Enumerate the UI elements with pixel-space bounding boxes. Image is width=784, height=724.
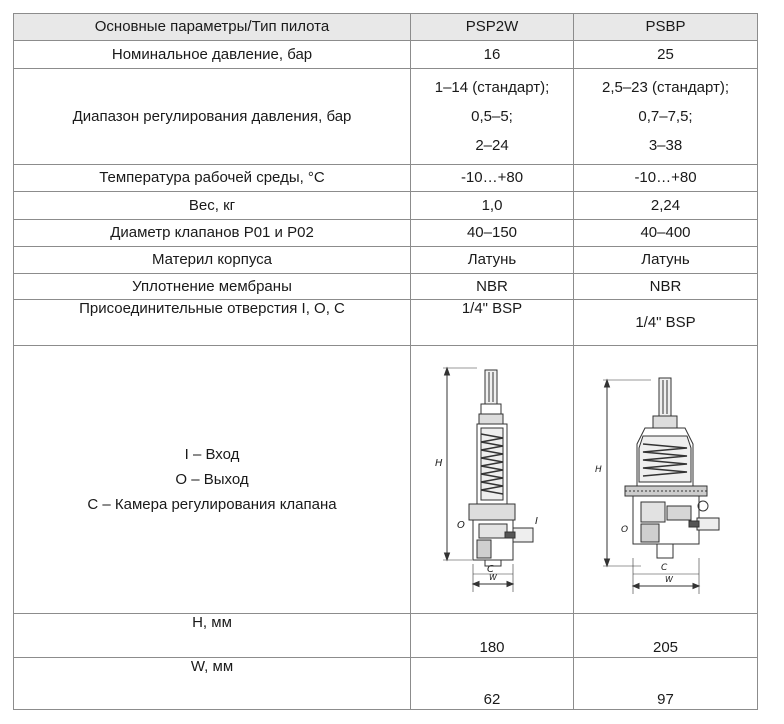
table-row [14, 614, 758, 658]
param-label: Температура рабочей среды, °С [14, 165, 411, 192]
param-label: Вес, кг [14, 192, 411, 220]
label-c: C [660, 562, 667, 573]
psbp-value: 205 [574, 614, 758, 658]
range-line: 3–38 [648, 137, 683, 154]
psbp-pilot-drawing-icon [581, 360, 751, 600]
psbp-value: -10…+80 [574, 165, 758, 192]
psp2w-value: -10…+80 [411, 165, 574, 192]
psp2w-value: 1,0 [411, 192, 574, 220]
table-header-row [14, 14, 758, 41]
psbp-value: 97 [574, 658, 758, 710]
param-label: Материл корпуса [14, 247, 411, 274]
psp2w-drawing [411, 346, 574, 614]
table-row [14, 165, 758, 192]
range-line: 2–24 [475, 137, 509, 154]
table-row [14, 658, 758, 710]
psbp-value: 2,24 [574, 192, 758, 220]
psbp-value: Латунь [574, 247, 758, 274]
psbp-value: 25 [574, 41, 758, 69]
pilot-spec-table [13, 13, 758, 710]
header-param: Основные параметры/Тип пилота [14, 14, 411, 41]
psp2w-value: 40–150 [411, 220, 574, 247]
range-line: 0,5–5; [471, 108, 513, 125]
label-o: O [620, 524, 628, 535]
label-i: I [535, 515, 538, 527]
table-row [14, 247, 758, 274]
legend-item: I – Вход [184, 446, 240, 463]
param-label: Присоединительные отверстия I, O, C [14, 300, 411, 346]
psbp-value: 40–400 [574, 220, 758, 247]
label-w: W [489, 572, 497, 582]
psp2w-value [411, 69, 574, 165]
legend-item: O – Выход [175, 471, 249, 488]
param-label: H, мм [14, 614, 411, 658]
psbp-value [574, 69, 758, 165]
param-label: Уплотнение мембраны [14, 274, 411, 300]
label-c: C [487, 563, 494, 575]
label-h: H [435, 457, 443, 469]
header-psbp: PSBP [574, 14, 758, 41]
table-row [14, 220, 758, 247]
param-label: Номинальное давление, бар [14, 41, 411, 69]
table-row [14, 274, 758, 300]
psp2w-pilot-drawing-icon [417, 360, 567, 600]
table-row [14, 300, 758, 346]
psbp-value: NBR [574, 274, 758, 300]
label-h: H [594, 464, 602, 475]
legend-item: C – Камера регулирования клапана [87, 496, 337, 513]
psp2w-value: NBR [411, 274, 574, 300]
table-row [14, 69, 758, 165]
header-psp2w: PSP2W [411, 14, 574, 41]
psbp-value: 1/4" BSP [574, 300, 758, 346]
psbp-drawing [574, 346, 758, 614]
table-row [14, 41, 758, 69]
label-w: W [664, 574, 673, 584]
psp2w-value: 180 [411, 614, 574, 658]
psp2w-value: Латунь [411, 247, 574, 274]
table-row [14, 192, 758, 220]
range-line: 1–14 (стандарт); [434, 79, 550, 96]
param-label: W, мм [14, 658, 411, 710]
param-label: Диаметр клапанов Р01 и Р02 [14, 220, 411, 247]
psp2w-value: 62 [411, 658, 574, 710]
param-label: Диапазон регулирования давления, бар [14, 69, 411, 165]
range-line: 2,5–23 (стандарт); [601, 79, 729, 96]
range-line: 0,7–7,5; [638, 108, 693, 125]
drawing-row [14, 346, 758, 614]
psp2w-value: 1/4" BSP [411, 300, 574, 346]
label-o: O [457, 519, 465, 531]
psp2w-value: 16 [411, 41, 574, 69]
port-legend [14, 346, 411, 614]
